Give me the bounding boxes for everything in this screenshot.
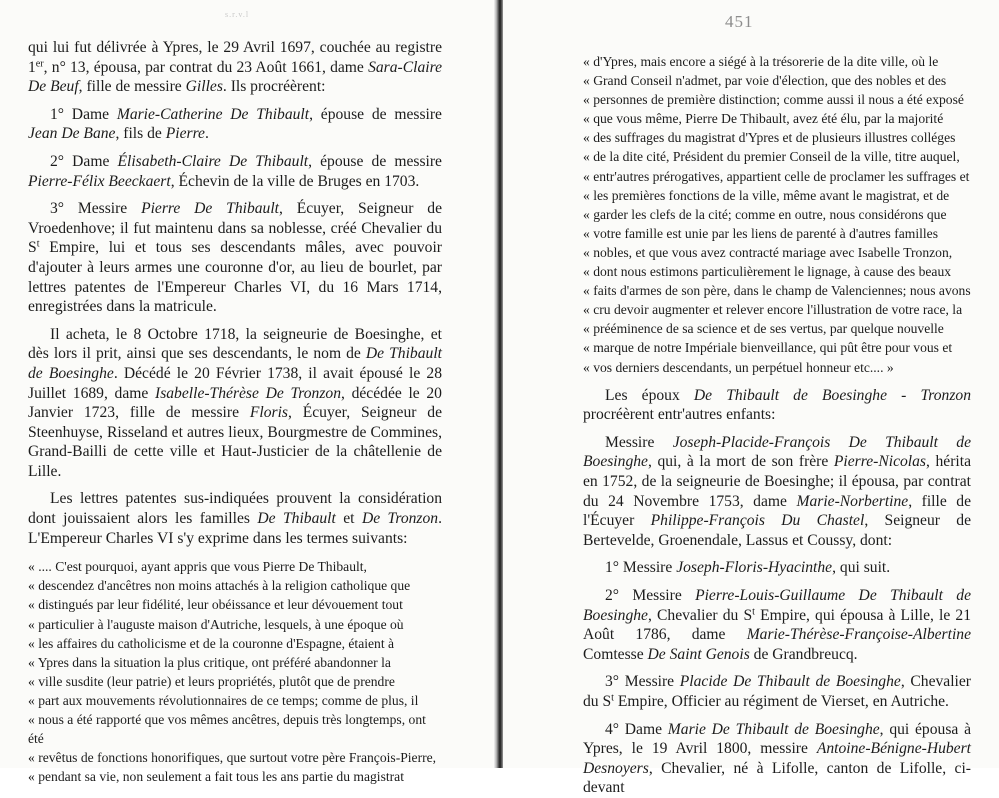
quote-line: « .... C'est pourquoi, ayant appris que vous Pierre De Thibault, <box>28 559 367 575</box>
quote-block <box>583 52 971 377</box>
list-item: 2° Dame Élisabeth-Claire De Thibault, épouse de messire Pierre-Félix Beeckaert, Échevin de la ville de Bruges en 1703. <box>28 152 442 190</box>
list-item: 3° Messire Pierre De Thibault, Écuyer, Seigneur de Vroedenhove; il fut maintenu dans sa noblesse, créé Chevalier du $S^t$ Empire, lui et tous ses descendants mâles, avec pouvoir d'ajouter à leurs armes une couronne d'or, au lieu de bourlet, par lettres patentes de l'Empereur Charles VI, du 16 Mars 1714, enregistrées dans la matricule. <box>28 200 442 316</box>
quote-line: « revêtus de fonctions honorifiques, que surtout votre père François-Pierre, <box>28 750 437 766</box>
page-number: 451 <box>725 12 754 31</box>
paragraph: Il acheta, le 8 Octobre 1718, la seigneurie de Boesinghe, et dès lors il prit, ainsi que ses descendants, le nom de De Thibault de Boesinghe. Décédé le 20 Février 1738, il avait épousé le 28 Juillet 1689, dame Isabelle-Thérèse De Tronzon, décédée le 20 Janvier 1723, fille de messire Floris, Écuyer, Seigneur de Steenhuyse, Risseland et autres lieux, Bourgmestre de Commines, Grand-Bailli de cette ville et Haut-Justicier de la châtellenie de Lille. <box>28 325 442 480</box>
header-mark: s.r.v.l <box>225 10 250 19</box>
quote-line: « cru devoir augmenter et relever encore l'illustration de votre race, la <box>583 302 963 318</box>
quote-line: « particulier à l'auguste maison d'Autriche, lesquels, à une époque où <box>28 616 404 632</box>
quote-line: « prééminence de sa science et de ses vertus, par quelque nouvelle <box>583 321 944 337</box>
quote-line: « faits d'armes de son père, dans le champ de Valenciennes; nous avons <box>583 283 971 299</box>
quote-line: « que vous même, Pierre De Thibault, avez été élu, par la majorité <box>583 111 944 127</box>
quote-line: « vos derniers descendants, un perpétuel honneur etc.... » <box>583 359 894 375</box>
list-item: 3° Messire Placide De Thibault de Boesinghe, Chevalier du $S^t$ Empire, Officier au régiment de Vierset, en Autriche. <box>583 673 972 710</box>
quote-line: « nobles, et que vous avez contracté mariage avec Isabelle Tronzon, <box>583 244 953 260</box>
paragraph: Les époux De Thibault de Boesinghe - Tronzon procréèrent entr'autres enfants: <box>583 386 971 424</box>
quote-line: « entr'autres prérogatives, appartient celle de proclamer les suffrages et <box>583 168 970 184</box>
list-item: 1° Messire Joseph-Floris-Hyacinthe, qui suit. <box>605 559 891 577</box>
left-page-text <box>28 38 442 786</box>
left-page <box>0 0 497 785</box>
quote-line: « les affaires du catholicisme et de la couronne d'Espagne, étaient à <box>28 635 395 651</box>
paragraph: Messire Joseph-Placide-François De Thibault de Boesinghe, qui, à la mort de son frère Pierre-Nicolas, hérita en 1752, de la seigneurie de Boesinghe; il épousa, par contrat du 24 Novembre 1753, dame Marie-Norbertine, fille de l'Écuyer Philippe-François Du Chastel, Seigneur de Bertevelde, Groenendale, Lassus et Coussy, dont: <box>583 433 971 549</box>
paragraph: qui lui fut délivrée à Ypres, le 29 Avril 1697, couchée au registre 1er, n° 13, épousa, par contrat du 23 Août 1661, dame Sara-Claire De Beuf, fille de messire Gilles. Ils procréèrent: <box>28 39 442 96</box>
quote-line: « ville susdite (leur patrie) et leurs propriétés, plutôt que de prendre <box>28 673 395 689</box>
quote-line: « Grand Conseil n'admet, par voie d'élection, que des nobles et des <box>583 73 947 89</box>
list-item: 1° Dame Marie-Catherine De Thibault, épouse de messire Jean De Bane, fils de Pierre. <box>28 105 442 143</box>
quote-line: « d'Ypres, mais encore a siégé à la trésorerie de la dite ville, où le <box>583 54 939 69</box>
quote-line: « descendez d'ancêtres non moins attachés à la religion catholique que <box>28 578 411 594</box>
list-item: 2° Messire Pierre-Louis-Guillaume De Thibault de Boesinghe, Chevalier du $S^t$ Empire, qui épousa à Lille, le 21 Août 1786, dame Marie-Thérèse-Françoise-Albertine Comtesse De Saint Genois de Grandbreucq. <box>583 586 971 663</box>
paragraph: Les lettres patentes sus-indiquées prouvent la considération dont jouissaient alors les familles De Thibault et De Tronzon. L'Empereur Charles VI s'y exprime dans les termes suivants: <box>28 490 442 547</box>
quote-line: « distingués par leur fidélité, leur obéissance et leur dévouement tout <box>28 597 403 613</box>
quote-line: « votre famille est unie par les liens de parenté à d'autres familles <box>583 225 938 241</box>
quote-line: « nous a été rapporté que vos mêmes ancêtres, depuis très longtemps, ont été <box>28 712 426 747</box>
quote-line: « part aux mouvements révolutionnaires de ce temps; comme de plus, il <box>28 692 419 708</box>
quote-line: « les premières fonctions de la ville, même avant le magistrat, et de <box>583 187 950 203</box>
quote-line: « des suffrages du magistrat d'Ypres et de plusieurs illustres colléges <box>583 130 956 146</box>
quote-line: « garder les clefs de la cité; comme en outre, nous considérons que <box>583 206 947 222</box>
quote-line: « marque de notre Impériale bienveillance, qui pût être pour vous et <box>583 340 953 356</box>
right-page-text <box>583 52 971 798</box>
quote-line: « de la dite cité, Président du premier Conseil de la ville, titre auquel, <box>583 149 960 165</box>
quote-line: « pendant sa vie, non seulement a fait tous les ans partie du magistrat <box>28 769 404 785</box>
list-item: 4° Dame Marie De Thibault de Boesinghe, qui épousa à Ypres, le 19 Avril 1800, messire Antoine-Bénigne-Hubert Desnoyers, Chevalier, né à Lifolle, canton de Lifolle, ci-devant <box>583 720 971 797</box>
right-page <box>503 0 999 797</box>
quote-block <box>28 557 442 786</box>
quote-line: « Ypres dans la situation la plus critique, ont préféré abandonner la <box>28 654 391 670</box>
quote-line: « personnes de première distinction; comme aussi il nous a été exposé <box>583 92 964 108</box>
quote-line: « dont nous estimons particulièrement le lignage, à cause des beaux <box>583 264 952 280</box>
